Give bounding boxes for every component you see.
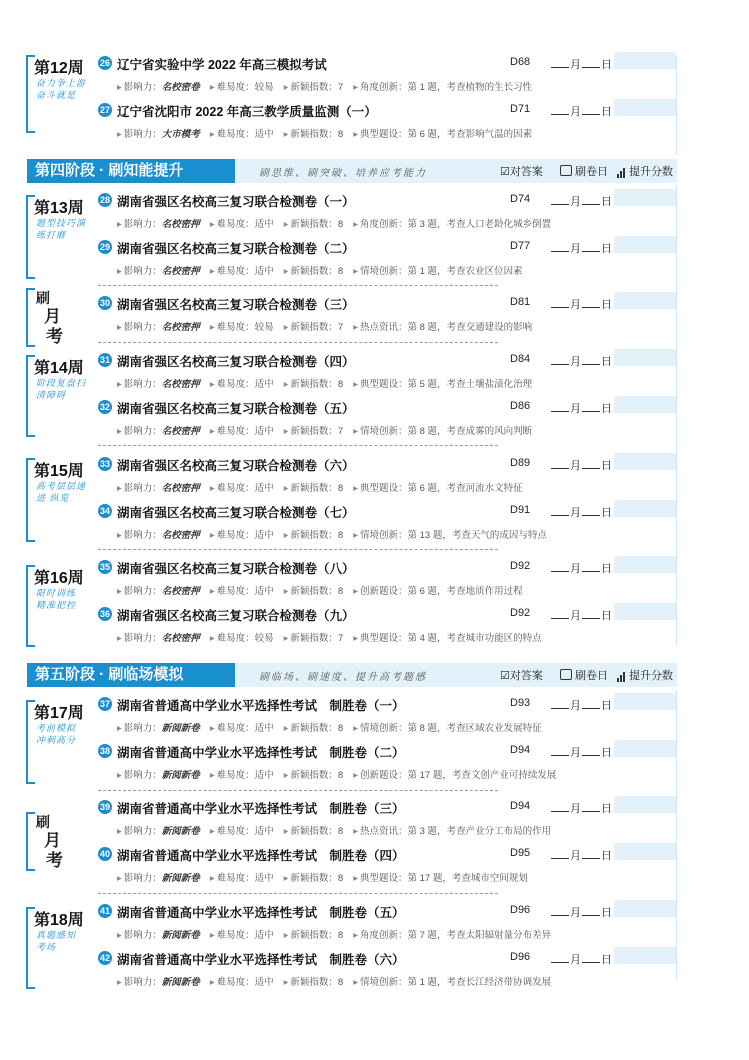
divider [98,285,498,286]
check-answers: ☑对答案 [500,670,543,682]
stage-title: 第五阶段 · 刷临场模拟 [27,663,235,687]
stage-title: 第四阶段 · 刷知能提升 [27,159,235,183]
exam-meta: ▸ 影响力：新阅新卷 ▸ 难易度：适中 ▸ 新颖指数：8 ▸ 创新题设：第 17 题，考查文创产业可持续发展 [117,770,557,781]
score-box[interactable] [614,843,676,860]
date-field[interactable]: 月 日 [550,457,612,473]
exam-meta: ▸ 影响力：名校密押 ▸ 难易度：适中 ▸ 新颖指数：8 ▸ 情境创新：第 13 题，考查天气的成因与特点 [117,530,547,541]
date-field[interactable]: 月 日 [550,847,612,863]
item-number: 29 [99,242,110,252]
page-code: D89 [510,457,531,469]
score-box[interactable] [614,396,676,413]
divider [98,893,498,894]
exam-title: 湖南省普通高中学业水平选择性考试 制胜卷（五） [117,906,405,920]
date-field[interactable]: 月 日 [550,240,612,256]
exam-title: 湖南省普通高中学业水平选择性考试 制胜卷（四） [117,849,405,863]
divider [98,549,498,550]
exam-meta: ▸ 影响力：新阅新卷 ▸ 难易度：适中 ▸ 新颖指数：8 ▸ 情境创新：第 8 题，考查区域农业发展特征 [117,723,542,734]
exam-meta: ▸ 影响力：新阅新卷 ▸ 难易度：适中 ▸ 新颖指数：8 ▸ 角度创新：第 7 题，考查太阳辐射量分布差异 [117,930,552,941]
exam-meta: ▸ 影响力：新阅新卷 ▸ 难易度：适中 ▸ 新颖指数：8 ▸ 热点资讯：第 3 题，考查产业分工布局的作用 [117,826,552,837]
score-box[interactable] [614,52,676,69]
score-box[interactable] [614,693,676,710]
right-rule [676,690,677,980]
page-code: D94 [510,800,531,812]
calendar-icon [560,165,572,176]
exam-day: 刷卷日 [560,163,608,179]
page-code: D92 [510,607,531,619]
exam-title: 辽宁省沈阳市 2022 年高三教学质量监测（一） [117,105,377,119]
page-code: D91 [510,504,531,516]
exam-meta: ▸ 影响力：名校密押 ▸ 难易度：较易 ▸ 新颖指数：7 ▸ 典型题设：第 4 题，考查城市功能区的特点 [117,633,542,644]
page-code: D86 [510,400,531,412]
exam-meta: ▸ 影响力：新阅新卷 ▸ 难易度：适中 ▸ 新颖指数：8 ▸ 典型题设：第 17 题，考查城市空间规划 [117,873,528,884]
calendar-icon [560,669,572,680]
item-number: 38 [99,746,110,756]
item-number: 41 [99,906,110,916]
stage-slogan: 刷思维、刷突破、培养应考能力 [259,168,427,179]
exam-title: 湖南省强区名校高三复习联合检测卷（一） [117,195,355,209]
page-code: D92 [510,560,531,572]
item-number: 30 [99,298,110,308]
page-code: D84 [510,353,531,365]
exam-title: 湖南省强区名校高三复习联合检测卷（七） [117,506,355,520]
exam-title: 辽宁省实验中学 2022 年高三模拟考试 [117,58,327,72]
score-box[interactable] [614,236,676,253]
date-field[interactable]: 月 日 [550,744,612,760]
score-box[interactable] [614,189,676,206]
page-code: D74 [510,193,531,205]
page-code: D94 [510,744,531,756]
exam-title: 湖南省强区名校高三复习联合检测卷（六） [117,459,355,473]
exam-title: 湖南省强区名校高三复习联合检测卷（八） [117,562,355,576]
exam-title: 湖南省普通高中学业水平选择性考试 制胜卷（三） [117,802,405,816]
score-box[interactable] [614,349,676,366]
item-number: 34 [99,506,110,516]
page-code: D77 [510,240,531,252]
divider [98,342,498,343]
item-number: 27 [99,105,110,115]
page-code: D95 [510,847,531,859]
stage-header-4 [27,159,677,183]
monthly-test-label: 刷 月 考 [26,812,86,867]
improve-score: 提升分数 [617,667,673,683]
item-number: 36 [99,609,110,619]
exam-meta: ▸ 影响力：新阅新卷 ▸ 难易度：适中 ▸ 新颖指数：8 ▸ 情境创新：第 1 题，考查长江经济带协调发展 [117,977,552,988]
exam-title: 湖南省强区名校高三复习联合检测卷（二） [117,242,355,256]
date-field[interactable]: 月 日 [550,904,612,920]
page-code: D68 [510,56,531,68]
score-box[interactable] [614,99,676,116]
exam-title: 湖南省强区名校高三复习联合检测卷（五） [117,402,355,416]
date-field[interactable]: 月 日 [550,607,612,623]
right-rule [676,55,677,155]
page-code: D71 [510,103,531,115]
score-box[interactable] [614,947,676,964]
score-box[interactable] [614,556,676,573]
right-rule [676,185,677,645]
improve-score: 提升分数 [617,163,673,179]
divider [98,790,498,791]
exam-title: 湖南省强区名校高三复习联合检测卷（九） [117,609,355,623]
date-field[interactable]: 月 日 [550,56,612,72]
exam-meta: ▸ 影响力：名校密押 ▸ 难易度：适中 ▸ 新颖指数：8 ▸ 典型题设：第 5 题，考查土壤盐渍化治理 [117,379,533,390]
item-number: 26 [99,58,110,68]
score-box[interactable] [614,453,676,470]
date-field[interactable]: 月 日 [550,504,612,520]
exam-day: 刷卷日 [560,667,608,683]
date-field[interactable]: 月 日 [550,193,612,209]
exam-title: 湖南省普通高中学业水平选择性考试 制胜卷（六） [117,953,405,967]
stage-slogan: 刷临场、刷速度、提升高考题感 [259,672,427,683]
score-box[interactable] [614,292,676,309]
score-box[interactable] [614,900,676,917]
score-box[interactable] [614,796,676,813]
exam-meta: ▸ 影响力：名校密押 ▸ 难易度：适中 ▸ 新颖指数：8 ▸ 角度创新：第 3 题，考查人口老龄化城乡倒置 [117,219,552,230]
item-number: 40 [99,849,110,859]
score-box[interactable] [614,500,676,517]
date-field[interactable]: 月 日 [550,103,612,119]
bar-chart-icon [617,670,626,682]
item-number: 35 [99,562,110,572]
page-code: D81 [510,296,531,308]
item-number: 32 [99,402,110,412]
exam-title: 湖南省普通高中学业水平选择性考试 制胜卷（二） [117,746,405,760]
date-field[interactable]: 月 日 [550,400,612,416]
item-number: 39 [99,802,110,812]
date-field[interactable]: 月 日 [550,560,612,576]
item-number: 37 [99,699,110,709]
monthly-test-label: 刷 月 考 [26,288,86,343]
exam-meta: ▸ 影响力：大市模考 ▸ 难易度：适中 ▸ 新颖指数：8 ▸ 典型题设：第 6 题，考查影响气温的因素 [117,129,533,140]
score-box[interactable] [614,603,676,620]
stage-header-5 [27,663,677,687]
divider [98,445,498,446]
page-code: D93 [510,697,531,709]
exam-title: 湖南省强区名校高三复习联合检测卷（四） [117,355,355,369]
date-field[interactable]: 月 日 [550,353,612,369]
exam-meta: ▸ 影响力：名校密押 ▸ 难易度：适中 ▸ 新颖指数：7 ▸ 情境创新：第 8 题，考查成雾的风向判断 [117,426,533,437]
exam-meta: ▸ 影响力：名校密押 ▸ 难易度：适中 ▸ 新颖指数：8 ▸ 典型题设：第 6 题，考查河流水文特征 [117,483,523,494]
exam-title: 湖南省普通高中学业水平选择性考试 制胜卷（一） [117,699,405,713]
date-field[interactable]: 月 日 [550,800,612,816]
exam-meta: ▸ 影响力：名校密卷 ▸ 难易度：较易 ▸ 新颖指数：7 ▸ 角度创新：第 1 题，考查植物的生长习性 [117,82,533,93]
bar-chart-icon [617,166,626,178]
date-field[interactable]: 月 日 [550,296,612,312]
exam-meta: ▸ 影响力：名校密押 ▸ 难易度：适中 ▸ 新颖指数：8 ▸ 创新题设：第 6 题，考查地质作用过程 [117,586,523,597]
check-answers: ☑对答案 [500,166,543,178]
item-number: 28 [99,195,110,205]
exam-title: 湖南省强区名校高三复习联合检测卷（三） [117,298,355,312]
item-number: 33 [99,459,110,469]
exam-meta: ▸ 影响力：名校密押 ▸ 难易度：适中 ▸ 新颖指数：8 ▸ 情境创新：第 1 题，考查农业区位因素 [117,266,523,277]
item-number: 31 [99,355,110,365]
page-code: D96 [510,904,531,916]
score-box[interactable] [614,740,676,757]
date-field[interactable]: 月 日 [550,697,612,713]
exam-meta: ▸ 影响力：名校密押 ▸ 难易度：较易 ▸ 新颖指数：7 ▸ 热点资讯：第 8 题，考查交通建设的影响 [117,322,533,333]
item-number: 42 [99,953,110,963]
date-field[interactable]: 月 日 [550,951,612,967]
page-code: D96 [510,951,531,963]
